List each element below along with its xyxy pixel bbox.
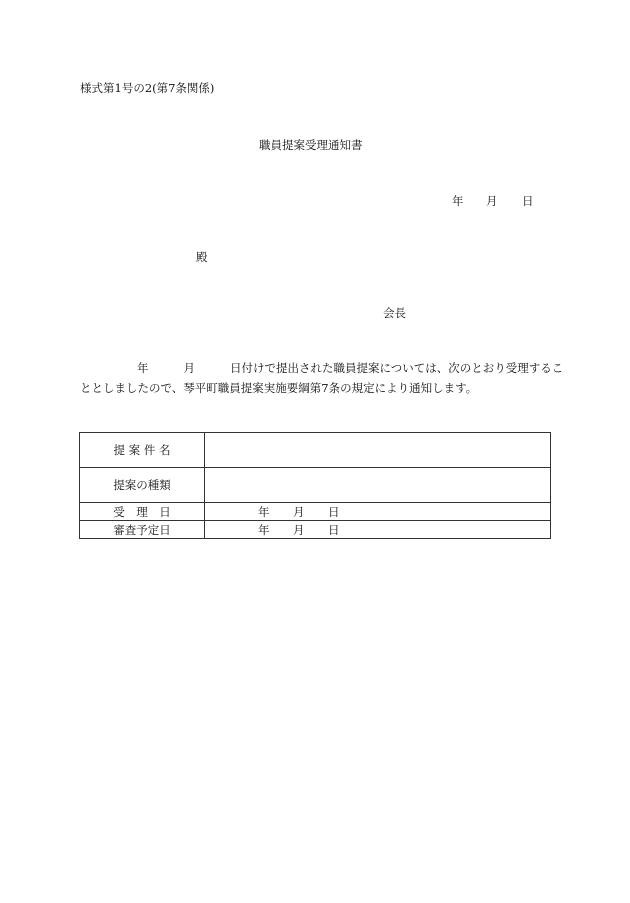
label-proposal-title: 提 案 件 名 — [80, 433, 205, 468]
table-row-review-date — [80, 521, 551, 539]
review-year: 年 — [258, 522, 270, 537]
receipt-month: 月 — [293, 504, 305, 519]
form-number: 様式第1号の2(第7条関係) — [80, 81, 215, 95]
label-receipt-date: 受 理 日 — [80, 503, 205, 521]
table-row-proposal-title — [80, 433, 551, 468]
sender-title: 会長 — [383, 306, 406, 320]
value-proposal-type — [205, 468, 551, 503]
table-row-receipt-date — [80, 503, 551, 521]
issue-date-year: 年 — [452, 194, 464, 208]
value-receipt-date — [205, 503, 551, 521]
issue-date-month: 月 — [486, 194, 498, 208]
body-line-1-text: 日付けで提出された職員提案については、次のとおり受理するこ — [230, 361, 564, 375]
review-day: 日 — [328, 522, 340, 537]
label-proposal-type: 提案の種類 — [80, 468, 205, 503]
body-text-line-2: ととしましたので、琴平町職員提案実施要綱第7条の規定により通知します。 — [80, 381, 478, 395]
addressee-honorific: 殿 — [196, 250, 208, 264]
receipt-day: 日 — [328, 504, 340, 519]
table-row-proposal-type — [80, 468, 551, 503]
review-month: 月 — [293, 522, 305, 537]
label-review-date: 審査予定日 — [80, 521, 205, 539]
value-review-date — [205, 521, 551, 539]
issue-date — [452, 193, 534, 209]
body-text-line-1 — [137, 360, 563, 376]
document-title: 職員提案受理通知書 — [259, 138, 363, 152]
body-month: 月 — [183, 361, 195, 375]
proposal-info-table — [79, 432, 551, 539]
receipt-year: 年 — [258, 504, 270, 519]
body-year: 年 — [137, 361, 149, 375]
issue-date-day: 日 — [522, 194, 534, 208]
value-proposal-title — [205, 433, 551, 468]
